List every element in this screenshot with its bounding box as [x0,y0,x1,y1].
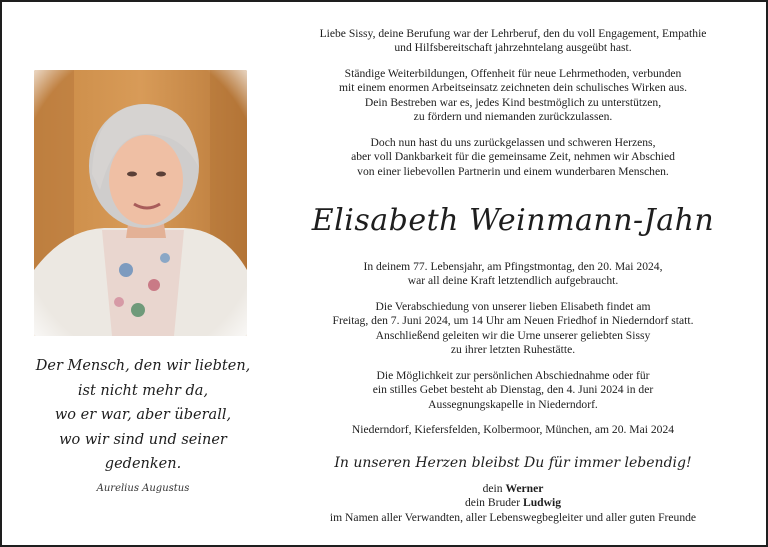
intro-paragraph-3 [286,136,740,179]
text-line: Liebe Sissy, deine Berufung war der Lehrberuf, den du voll Engagement, Empathie [319,27,707,40]
text-line: Doch nun hast du uns zurückgelassen und schweren Herzens, [370,136,656,149]
signature-line-partner [286,482,740,496]
quote-author: Aurelius Augustus [96,482,190,494]
signature-name: Werner [505,482,544,495]
text-line: war all deine Kraft letztendlich aufgebraucht. [407,274,619,288]
quote-line: wo er war, aber überall, [54,407,232,423]
motto: In unseren Herzen bleibst Du für immer lebendig! [334,455,692,471]
signature-prefix: dein [482,482,503,495]
text-line: mit einem enormen Arbeitseinsatz zeichneten dein schulisches Wirken aus. [339,81,687,95]
quote-line: Der Mensch, den wir liebten, [35,358,251,374]
signature-line-family: im Namen aller Verwandten, aller Lebenswegbegleiter und aller guten Freunde [329,510,697,524]
text-line: Freitag, den 7. Juni 2024, um 14 Uhr am Neuen Friedhof in Niederndorf statt. [332,314,694,328]
quote-line: wo wir sind und seiner gedenken. [59,431,227,472]
quote-line: ist nicht mehr da, [77,382,209,399]
text-line: Niederndorf, Kiefersfelden, Kolbermoor, München, am 20. Mai 2024 [351,423,675,436]
text-line: In deinem 77. Lebensjahr, am Pfingstmontag, den 20. Mai 2024, [363,260,663,273]
text-line: von einer liebevollen Partnerin und einem wunderbaren Menschen. [357,164,669,178]
signature-block [286,482,740,525]
text-line: aber voll Dankbarkeit für die gemeinsame Zeit, nehmen wir Abschied [351,150,675,164]
text-line: Die Möglichkeit zur persönlichen Abschiednahme oder für [376,369,650,382]
text-line: Die Verabschiedung von unserer lieben Elisabeth findet am [375,300,651,313]
text-line: Aussegnungskapelle in Niederndorf. [428,397,598,411]
place-date [286,423,740,437]
portrait-photo [34,70,247,336]
text-line: Ständige Weiterbildungen, Offenheit für neue Lehrmethoden, verbunden [344,67,682,80]
funeral-paragraph [286,300,740,358]
text-line: Dein Bestreben war es, jedes Kind bestmöglich zu unterstützen, [364,95,662,109]
text-line: zu fördern und niemanden zurückzulassen. [413,110,613,124]
intro-paragraph-2 [286,67,740,125]
memorial-quote [26,354,260,494]
farewell-paragraph [286,369,740,412]
text-line: Anschließend geleiten wir die Urne unserer geliebten Sissy [375,328,651,342]
deceased-name: Elisabeth Weinmann-Jahn [311,203,715,238]
signature-line-brother [286,496,740,510]
intro-paragraph-1 [286,27,740,56]
text-line: und Hilfsbereitschaft jahrzehntelang ausgeübt hast. [394,41,632,55]
text-line: zu ihrer letzten Ruhestätte. [450,343,576,357]
signature-name: Ludwig [522,496,561,510]
text-line: ein stilles Gebet besteht ab Dienstag, den 4. Juni 2024 in der [372,383,654,397]
signature-prefix: dein Bruder [465,496,521,510]
death-paragraph [286,260,740,289]
